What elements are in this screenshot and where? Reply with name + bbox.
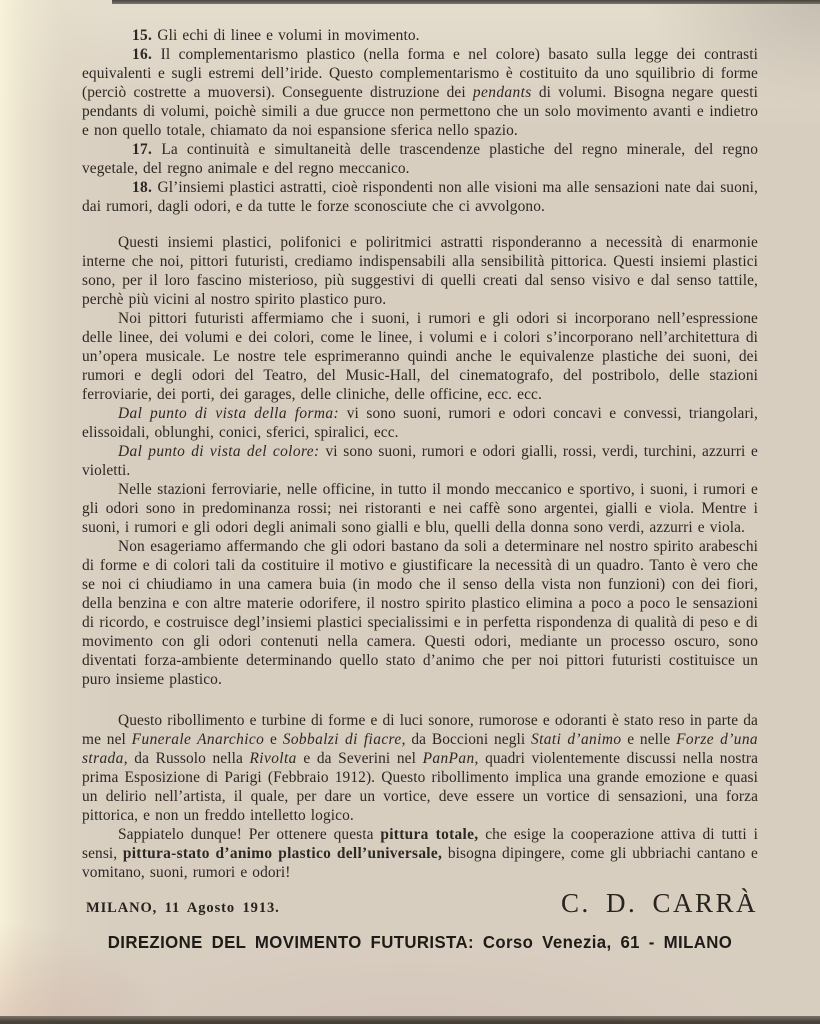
- text-segment: Nelle stazioni ferroviarie, nelle officine, in tutto il mondo meccanico e sportivo, i suoni, i rumori e gli odori sono in predominanza rossi; nei ristoranti e nei caffè sono argentei, gialli e viola. Mentre i suoni, i rumori e gli odori degli animali sono gialli e blu, quelli della donna sono verdi, azzurri e viola.: [82, 481, 758, 536]
- text-segment: bisogna dipingere, come gli ubbriachi cantano e vomitano, suoni, rumori e odori!: [82, 845, 758, 881]
- text-segment: Dal punto di vista della forma:: [118, 405, 347, 422]
- text-segment: vi sono suoni, rumori e odori concavi e convessi, triangolari, elissoidali, oblunghi, conici, sferici, spiralici, ecc.: [82, 405, 758, 441]
- text-segment: e da Severini nel: [296, 750, 423, 767]
- paragraph: [82, 442, 758, 480]
- text-segment: pittura totale,: [380, 826, 479, 843]
- document-body: [82, 26, 758, 952]
- text-segment: 16.: [132, 46, 161, 63]
- text-segment: Gl’insiemi plastici astratti, cioè rispondenti non alle visioni ma alle sensazioni nate dai suoni, dai rumori, dagli odori, e da tutte le forze sconosciute che ci avvolgono.: [82, 179, 759, 215]
- text-segment: La continuità e simultaneità delle trascendenze plastiche del regno minerale, del regno vegetale, del regno animale e del regno meccanico.: [82, 141, 758, 177]
- text-segment: Funerale Anarchico: [131, 731, 265, 748]
- signature-row: [82, 888, 758, 918]
- text-segment: che esige la cooperazione attiva di tutti i sensi,: [82, 826, 759, 862]
- paragraph: [82, 26, 758, 45]
- paragraph: [82, 140, 758, 178]
- text-segment: Non esageriamo affermando che gli odori bastano da soli a determinare nel nostro spirito arabeschi di forme e di colori tali da costituire il motivo e giustificare la necessità di un quadro. Tanto è vero che se noi ci chiudiamo in una camera buia (in modo che il senso della vista non funzioni) con dei fiori, della benzina e con altre materie odorifere, il nostro spirito plastico elimina a poco a poco le sensazioni di ricordo, e costruisce degl’insiemi plastici specialissimi e in perfetta rispondenza di qualità di peso e di movimento con gli odori contenuti nella camera. Questi odori, mediante un processo oscuro, sono diventati forza-ambiente determinando quello stato d’animo che per noi pittori futuristi costituisce un puro insieme plastico.: [82, 538, 758, 688]
- text-segment: pendants: [472, 84, 532, 101]
- text-segment: di volumi. Bisogna negare questi pendants di volumi, poichè simili a due grucce non permettono che un solo movimento avanti e indietro e non quello totale, chiamato da noi espansione sferica nello spazio.: [82, 84, 758, 139]
- text-segment: e nelle: [621, 731, 677, 748]
- paragraph: [82, 178, 758, 216]
- paragraph: [82, 309, 758, 404]
- text-segment: Rivolta: [249, 750, 297, 767]
- text-segment: Questo ribollimento e turbine di forme e di luci sonore, rumorose e odoranti è stato reso in parte da me nel: [82, 712, 758, 748]
- scan-edge-bottom: [0, 1016, 820, 1024]
- text-segment: Stati d’animo: [531, 731, 622, 748]
- paragraph: [82, 404, 758, 442]
- text-segment: Sappiatelo dunque! Per ottenere questa: [118, 826, 381, 843]
- text-segment: Il complementarismo plastico (nella forma e nel colore) basato sulla legge dei contrasti equivalenti e sugli estremi dell’iride. Questo complementarismo è costituito da uno squilibrio di forme (perciò costrette a muoversi). Conseguente distruzione dei: [82, 46, 758, 101]
- text-segment: e: [264, 731, 283, 748]
- text-segment: Sobbalzi di fiacre: [282, 731, 402, 748]
- paragraph: [82, 711, 758, 825]
- scan-edge-top: [112, 0, 820, 4]
- dateline: MILANO, 11 Agosto 1913.: [86, 900, 280, 916]
- text-segment: Questi insiemi plastici, polifonici e poliritmici astratti risponderanno a necessità di enarmonie interne che noi, pittori futuristi, crediamo indispensabili alla sensibilità pittorica. Questi insiemi plastici sono, per il loro fascino misterioso, più suggestivi di quelli creati dal senso visivo e dal senso tattile, perchè più vicini al nostro spirito plastico puro.: [82, 234, 758, 308]
- text-segment: , quadri violentemente discussi nella nostra prima Esposizione di Parigi (Febbraio 1912). Questo ribollimento implica una grande emozione e quasi un delirio nell’artista, il quale, per dare un vortice, deve essere un vortice di sensazioni, una forza pittorica, e non un freddo intelletto logico.: [82, 750, 758, 824]
- text-segment: 17.: [132, 141, 162, 158]
- text-segment: , da Boccioni negli: [401, 731, 532, 748]
- author-signature: C. D. CARRÀ: [560, 888, 758, 918]
- paragraph: [82, 233, 758, 309]
- paragraph: [82, 825, 758, 882]
- text-segment: 15.: [132, 27, 158, 44]
- text-segment: vi sono suoni, rumori e odori gialli, rossi, verdi, turchini, azzurri e violetti.: [82, 443, 758, 479]
- text-segment: Dal punto di vista del colore:: [118, 443, 326, 460]
- paragraph: [82, 537, 758, 689]
- footer-address: DIREZIONE DEL MOVIMENTO FUTURISTA: Corso Venezia, 61 - MILANO: [107, 932, 733, 952]
- text-segment: Gli echi di linee e volumi in movimento.: [157, 27, 420, 44]
- text-segment: pittura-stato d’animo plastico dell’universale,: [122, 845, 443, 862]
- text-segment: 18.: [132, 179, 158, 196]
- text-segment: Forze d’una strada: [82, 731, 759, 767]
- text-segment: Noi pittori futuristi affermiamo che i suoni, i rumori e gli odori si incorporano nell’espressione delle linee, dei volumi e dei colori, come le linee, i volumi e i colori s’incorporano nell’architettura di un’opera musicale. Le nostre tele esprimeranno quindi anche le equivalenze plastiche dei suoni, dei rumori e degli odori del Teatro, del Music-Hall, del cinematografo, del postribolo, delle stazioni ferroviarie, dei porti, dei garages, delle cliniche, delle officine, ecc. ecc.: [82, 310, 758, 403]
- paragraph: [82, 480, 758, 537]
- paragraph: [82, 45, 758, 140]
- text-segment: , da Russolo nella: [123, 750, 250, 767]
- text-segment: PanPan: [422, 750, 475, 767]
